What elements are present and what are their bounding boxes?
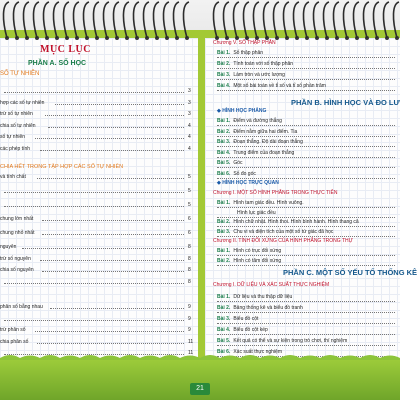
lesson-entry (217, 171, 256, 177)
toc-entry-text: nguyên (0, 244, 17, 250)
lesson-number: Bài 1. (217, 294, 231, 300)
binding-ring (303, 2, 309, 38)
lesson-title: Hình tam giác đều. Hình vuông. (233, 200, 304, 206)
lesson-entry (217, 200, 304, 206)
binding-ring (273, 2, 279, 38)
binding-ring (383, 2, 389, 38)
toc-entry-text: các phép tính (0, 145, 31, 152)
lesson-number: Bài 2. (217, 219, 231, 225)
row-rule (217, 178, 395, 179)
lesson-entry (217, 258, 281, 264)
row-rule (217, 57, 395, 58)
toc-entry-text: chung lớn nhất (0, 216, 34, 222)
toc-page-number: 9 (188, 304, 191, 310)
binding-ring (353, 2, 359, 38)
binding-ring (313, 2, 319, 38)
dotted-leader (42, 220, 184, 221)
flat-geometry-heading: ◆ HÌNH HỌC PHẲNG (217, 108, 267, 114)
toc-entry-text: chung nhỏ nhất (0, 230, 35, 236)
toc-page-number: 3 (188, 99, 191, 106)
toc-entry-text: chia số tự nhiên (0, 122, 36, 129)
binding-ring (3, 2, 9, 38)
toc-page-number: 5 (188, 174, 191, 180)
toc-entry-text: trừ số tự nhiên (0, 111, 33, 117)
lesson-entry (217, 61, 293, 67)
toc-page-number: 8 (188, 255, 191, 262)
lesson-number: Bài 3. (217, 228, 231, 235)
lesson-title: Điểm và đường thẳng (233, 118, 282, 124)
dotted-leader (4, 192, 184, 193)
binding-ring (143, 2, 149, 38)
lesson-title: Biểu đồ cột (233, 316, 259, 322)
lesson-number: Bài 2. (217, 258, 231, 264)
visual-geometry-heading: ◆ HÌNH HỌC TRỰC QUAN (217, 180, 279, 186)
row-rule (217, 90, 395, 91)
lesson-title: Trung điểm của đoạn thẳng (233, 149, 295, 156)
spiral-binding (0, 0, 400, 44)
toc-entry-text: trừ phân số (0, 327, 26, 333)
binding-ring (83, 2, 89, 38)
lesson-title: Số đo góc (233, 170, 256, 177)
dotted-leader (45, 115, 184, 116)
lesson-title: Góc (233, 160, 243, 166)
toc-page-number: 8 (188, 278, 191, 285)
lesson-number: Bài 1. (217, 200, 231, 206)
lesson-number: Bài 5. (217, 160, 231, 166)
toc-entry-text: số tự nhiên (0, 134, 26, 140)
row-rule (217, 68, 395, 69)
binding-ring (13, 2, 19, 38)
lesson-title: Chu vi và diện tích của một số tứ giác đã học (233, 228, 334, 235)
lesson-title: Hình có trục đối xứng (233, 248, 282, 254)
lesson-entry (217, 229, 333, 235)
binding-ring (173, 2, 179, 38)
binding-ring (283, 2, 289, 38)
lesson-number: Bài 4. (217, 83, 231, 89)
row-rule (217, 146, 395, 147)
lesson-entry (217, 72, 285, 78)
row-rule (217, 255, 395, 256)
row-rule (217, 157, 395, 158)
lesson-entry (217, 139, 303, 145)
row-rule (217, 167, 395, 168)
lesson-title: Biểu đồ cột kép (233, 327, 268, 333)
chapter-i-heading: Chương I. MỘT SỐ HÌNH PHẲNG TRONG THỰC TIỄN (213, 190, 338, 196)
binding-ring (163, 2, 169, 38)
left-page (0, 38, 198, 374)
lesson-entry (217, 160, 243, 166)
lesson-number: Bài 4. (217, 149, 231, 156)
binding-ring (113, 2, 119, 38)
lesson-number: Bài 1. (217, 248, 231, 254)
row-rule (217, 125, 395, 126)
part-a-heading: PHẦN A. SỐ HỌC (28, 60, 87, 67)
lesson-entry (217, 129, 297, 135)
binding-ring (223, 2, 229, 38)
row-rule (217, 136, 395, 137)
lesson-entry (217, 118, 282, 124)
lesson-number: Bài 6. (217, 170, 231, 177)
lesson-title: Bảng thống kê và biểu đồ tranh (233, 305, 303, 311)
lesson-number: Bài 2. (217, 61, 231, 67)
row-rule (217, 334, 395, 335)
toc-page-number: 8 (188, 244, 191, 250)
binding-ring (333, 2, 339, 38)
binding-ring (293, 2, 299, 38)
chapter-5-heading: Chương V. SỐ THẬP PHÂN (213, 40, 276, 46)
toc-entry-text: chia số nguyên (0, 267, 34, 273)
dotted-leader (42, 234, 184, 235)
binding-ring (263, 2, 269, 38)
lesson-title: Điểm nằm giữa hai điểm. Tia (233, 128, 298, 135)
toc-entry-text: và tính chất (0, 174, 26, 180)
lesson-title: Xác suất thực nghiệm (233, 349, 282, 355)
binding-ring (73, 2, 79, 38)
lesson-entry (217, 305, 303, 311)
dotted-leader (42, 271, 184, 272)
lesson-title: Đoạn thẳng. Độ dài đoạn thẳng (233, 139, 303, 145)
toc-page-number: 8 (188, 267, 191, 273)
dotted-leader (40, 150, 184, 151)
row-rule (217, 265, 395, 266)
lesson-entry (217, 50, 263, 56)
toc-page-number: 6 (188, 230, 191, 236)
row-rule (217, 236, 395, 237)
dotted-leader (37, 178, 184, 179)
lesson-entry (217, 219, 359, 225)
lesson-entry (217, 327, 268, 333)
lesson-entry (217, 316, 258, 322)
binding-ring (343, 2, 349, 38)
binding-ring (323, 2, 329, 38)
dotted-leader (4, 206, 184, 207)
binding-ring (373, 2, 379, 38)
row-rule (217, 79, 395, 80)
lesson-title: Tính toán với số thập phân (233, 61, 294, 67)
flat-geometry-label: HÌNH HỌC PHẲNG (222, 108, 267, 114)
lesson-number: Bài 1. (217, 50, 231, 56)
part-b-heading: PHẦN B. HÌNH HỌC VÀ ĐO LƯ (291, 98, 400, 107)
binding-ring (93, 2, 99, 38)
part-c-heading: PHẦN C. MỘT SỐ YẾU TỐ THỐNG KÊ (283, 268, 417, 277)
toc-page-number: 9 (188, 315, 191, 322)
row-rule (217, 217, 395, 218)
dotted-leader (48, 127, 184, 128)
toc-page-number: 6 (188, 216, 191, 222)
toc-page-number: 5 (188, 188, 191, 194)
lesson-entry (217, 248, 281, 254)
lesson-number: Bài 2. (217, 305, 231, 311)
binding-ring (183, 2, 189, 38)
chapter-ii-heading: Chương II. TÍNH ĐỐI XỨNG CỦA HÌNH PHẲNG TRONG THỰ (213, 238, 353, 244)
binding-ring (243, 2, 249, 38)
page-number: 21 (190, 383, 210, 395)
binding-ring (393, 2, 399, 38)
binding-ring (23, 2, 29, 38)
lesson-number: Bài 1. (217, 118, 231, 124)
lesson-entry (217, 294, 292, 300)
binding-ring (43, 2, 49, 38)
lesson-title: Kết quả có thể và sự kiện trong trò chơi, thí nghiệm (233, 338, 348, 344)
chapter-2-heading: CHIA HẾT TRONG TẬP HỢP CÁC SỐ TỰ NHIÊN (0, 164, 124, 170)
lesson-number: Bài 6. (217, 349, 231, 355)
lesson-title: Số thập phân (233, 50, 264, 56)
binding-ring (363, 2, 369, 38)
toc-entry-text: phân số bằng nhau (0, 304, 43, 310)
binding-ring (103, 2, 109, 38)
row-rule (217, 323, 395, 324)
binding-ring (153, 2, 159, 38)
visual-geometry-label: HÌNH HỌC TRỰC QUAN (222, 180, 279, 186)
lesson-entry (217, 210, 276, 216)
lesson-number: Bài 3. (217, 139, 231, 145)
toc-page-number: 4 (188, 134, 191, 140)
lesson-title: Hình lục giác đều (237, 209, 276, 216)
binding-ring (123, 2, 129, 38)
page-title: MỤC LỤC (40, 44, 91, 55)
binding-ring (53, 2, 59, 38)
lesson-title: Hình có tâm đối xứng (233, 258, 282, 264)
lesson-number: Bài 5. (217, 338, 231, 344)
lesson-entry (217, 338, 347, 344)
right-page (205, 38, 417, 374)
toc-entry-text: hợp các số tự nhiên (0, 99, 45, 106)
lesson-title: Hình chữ nhật. Hình thoi. Hình bình hành. Hình thang câ (233, 219, 359, 225)
toc-entry-text: trừ số nguyên (0, 255, 31, 262)
dotted-leader (50, 308, 184, 309)
binding-ring (233, 2, 239, 38)
toc-page-number: 5 (188, 202, 191, 208)
binding-ring (63, 2, 69, 38)
row-rule (217, 312, 395, 313)
binding-ring (33, 2, 39, 38)
dotted-leader (4, 320, 184, 321)
dotted-leader (55, 104, 184, 105)
toc-page-number: 3 (188, 111, 191, 117)
chapter-1-heading: SỐ TỰ NHIÊN (0, 71, 40, 77)
binding-ring (253, 2, 259, 38)
dotted-leader (4, 283, 184, 284)
binding-ring (213, 2, 219, 38)
toc-entry-text: chia phân số (0, 338, 29, 345)
lesson-entry (217, 150, 294, 156)
chapter-c1-heading: Chương I. DỮ LIỆU VÀ XÁC SUẤT THỰC NGHIỆM (213, 282, 330, 288)
dotted-leader (22, 248, 184, 249)
lesson-title: Làm tròn và ước lượng (233, 72, 285, 78)
dotted-leader (40, 260, 184, 261)
binding-ring (133, 2, 139, 38)
row-rule (217, 301, 395, 302)
row-rule (217, 345, 395, 346)
toc-page-number: 11 (188, 350, 194, 356)
lesson-entry (217, 83, 326, 89)
dotted-leader (35, 138, 184, 139)
row-rule (217, 207, 395, 208)
toc-page-number: 3 (188, 88, 191, 94)
dotted-leader (4, 92, 184, 93)
lesson-number: Bài 2. (217, 128, 231, 135)
row-rule (217, 226, 395, 227)
lesson-number: Bài 4. (217, 327, 231, 333)
toc-page-number: 11 (188, 338, 194, 345)
dotted-leader (35, 331, 184, 332)
toc-page-number: 4 (188, 122, 191, 129)
lesson-title: Một số bài toán về tỉ số và tỉ số phần trăm (233, 83, 326, 89)
lesson-number: Bài 3. (217, 316, 231, 322)
toc-page-number: 9 (188, 327, 191, 333)
lesson-number: Bài 3. (217, 72, 231, 78)
toc-page-number: 4 (188, 145, 191, 152)
lesson-title: Dữ liệu và thu thập dữ liệu (233, 294, 293, 300)
dotted-leader (37, 343, 184, 344)
